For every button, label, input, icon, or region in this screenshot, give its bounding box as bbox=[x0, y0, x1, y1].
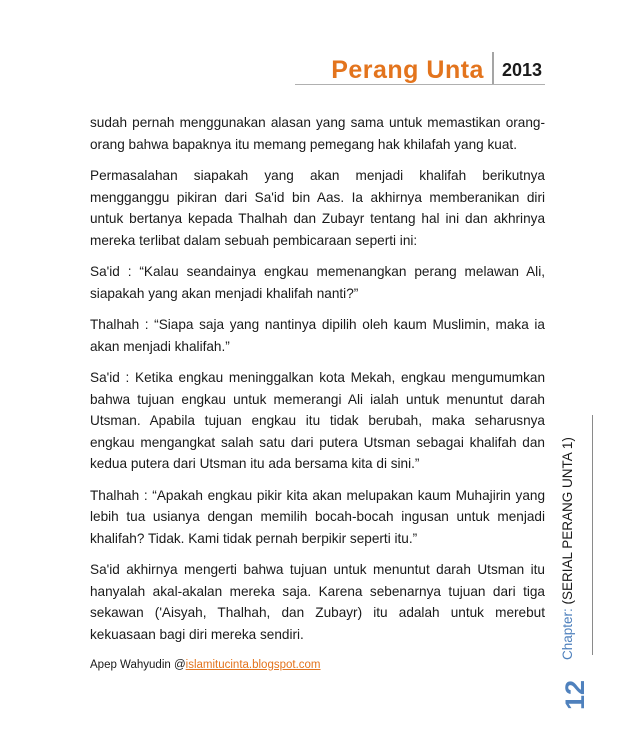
footer-blog-link[interactable]: islamitucinta.blogspot.com bbox=[185, 659, 321, 671]
header-year: 2013 bbox=[501, 60, 542, 80]
document-body bbox=[90, 112, 545, 655]
paragraph: Sa'id akhirnya mengerti bahwa tujuan untuk menuntut darah Utsman itu hanyalah akal-akalan mereka saja. Karena sebenarnya tujuan dari tiga sekawan ('Aisyah, Thalhah, dan Zubayr) itu adalah untuk merebut kekuasaan bagi diri mereka sendiri. bbox=[90, 562, 545, 642]
paragraph: Thalhah : “Siapa saja yang nantinya dipilih oleh kaum Muslimin, maka ia akan menjadi khalifah.” bbox=[90, 317, 545, 354]
paragraph: Sa'id : “Kalau seandainya engkau memenangkan perang melawan Ali, siapakah yang akan menjadi khalifah nanti?” bbox=[90, 264, 545, 301]
paragraph: Thalhah : “Apakah engkau pikir kita akan melupakan kaum Muhajirin yang lebih tua usianya dengan memilih bocah-bocah ingusan untuk menjadi khalifah? Tidak. Kami tidak pernah berpikir seperti itu.” bbox=[90, 487, 545, 546]
page-number: 12 bbox=[560, 679, 590, 710]
chapter-label bbox=[560, 437, 576, 660]
chapter-prefix: Chapter: bbox=[560, 608, 575, 660]
header-title: Perang Unta bbox=[331, 52, 494, 84]
footer-author: Apep Wahyudin @ bbox=[90, 659, 186, 671]
paragraph: sudah pernah menggunakan alasan yang sama untuk memastikan orang-orang bahwa bapaknya itu memang pemegang hak khilafah yang kuat. bbox=[90, 115, 545, 152]
sidebar-divider bbox=[592, 415, 593, 655]
chapter-title: (SERIAL PERANG UNTA 1) bbox=[560, 437, 575, 609]
page-header bbox=[331, 52, 542, 84]
paragraph: Permasalahan siapakah yang akan menjadi khalifah berikutnya mengganggu pikiran dari Sa'id bin Aas. Ia akhirnya memberanikan diri untuk bertanya kepada Thalhah dan Zubayr tentang hal ini dan akhrinya mereka terlibat dalam sebuah pembicaraan seperti ini: bbox=[90, 168, 545, 248]
header-divider bbox=[295, 84, 545, 85]
page-footer bbox=[90, 659, 321, 671]
paragraph: Sa'id : Ketika engkau meninggalkan kota Mekah, engkau mengumumkan bahwa tujuan engkau untuk memerangi Ali ialah untuk menuntut darah Utsman. Apabila tujuan engkau itu tidak berubah, maka seharusnya engkau mengangkat salah satu dari putera Utsman sebagai khalifah dan kedua putera dari Utsman itu ada bersama kita di sini.” bbox=[90, 370, 545, 471]
